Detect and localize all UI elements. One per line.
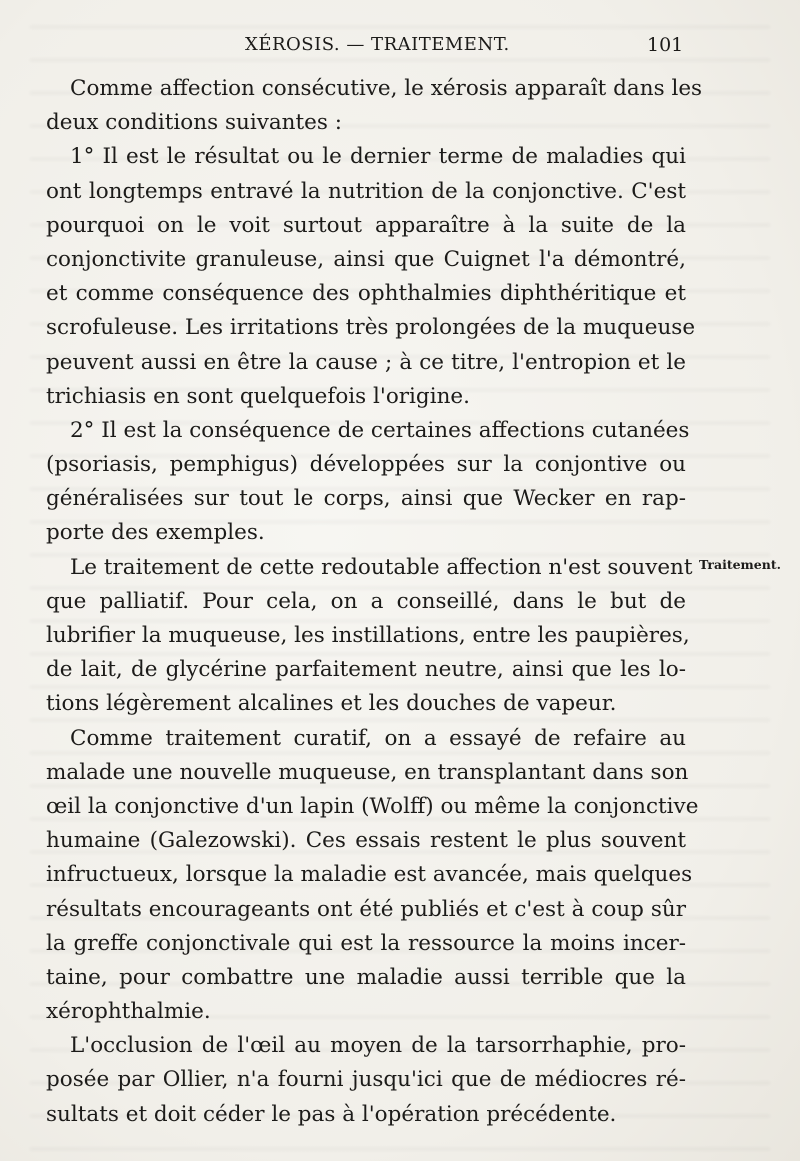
text-line: sultats et doit céder le pas à l'opération précédente.: [46, 1101, 617, 1127]
text-line: œil la conjonctive d'un lapin (Wolff) ou même la conjonctive: [46, 793, 699, 819]
text-line: deux conditions suivantes :: [46, 110, 342, 136]
text-line: conjonctivite granuleuse, ainsi que Cuignet l'a démontré,: [46, 246, 686, 272]
text-line: L'occlusion de l'œil au moyen de la tarsorrhaphie, pro-: [70, 1033, 686, 1059]
text-line: tions légèrement alcalines et les douches de vapeur.: [46, 691, 617, 717]
body-text: [46, 72, 703, 1132]
text-line: 1° Il est le résultat ou le dernier terme de maladies qui: [70, 144, 686, 170]
text-line: scrofuleuse. Les irritations très prolongées de la muqueuse: [46, 315, 696, 341]
text-line: (psoriasis, pemphigus) développées sur la conjontive ou: [46, 452, 686, 478]
text-line: porte des exemples.: [46, 520, 265, 546]
text-line: que palliatif. Pour cela, on a conseillé, dans le but de: [46, 588, 686, 614]
text-line: 2° Il est la conséquence de certaines affections cutanées: [70, 417, 690, 443]
text-line: peuvent aussi en être la cause ; à ce titre, l'entropion et le: [46, 349, 686, 375]
text-line: infructueux, lorsque la maladie est avancée, mais quelques: [46, 862, 693, 888]
page-number: 101: [647, 34, 684, 56]
text-line: Comme affection consécutive, le xérosis apparaît dans les: [70, 76, 703, 101]
text-line: résultats encourageants ont été publiés et c'est à coup sûr: [46, 896, 686, 922]
text-line: la greffe conjonctivale qui est la ressource la moins incer-: [46, 930, 686, 956]
text-line: et comme conséquence des ophthalmies diphthéritique et: [46, 281, 686, 307]
text-line: pourquoi on le voit surtout apparaître à la suite de la: [46, 212, 686, 238]
text-line: Comme traitement curatif, on a essayé de refaire au: [70, 725, 686, 751]
text-line: xérophthalmie.: [46, 999, 211, 1025]
text-line: de lait, de glycérine parfaitement neutre, ainsi que les lo-: [46, 657, 686, 683]
text-line: ont longtemps entravé la nutrition de la conjonctive. C'est: [46, 178, 686, 204]
text-line: taine, pour combattre une maladie aussi terrible que la: [46, 964, 686, 990]
text-line: humaine (Galezowski). Ces essais restent le plus souvent: [46, 828, 686, 854]
text-line: posée par Ollier, n'a fourni jusqu'ici que de médiocres ré-: [46, 1067, 686, 1093]
running-title: XÉROSIS. — TRAITEMENT.: [245, 34, 510, 55]
text-line: lubrifier la muqueuse, les instillations, entre les paupières,: [46, 623, 690, 648]
text-line: trichiasis en sont quelquefois l'origine.: [46, 383, 470, 409]
text-line: généralisées sur tout le corps, ainsi que Wecker en rap-: [46, 486, 686, 512]
text-line: malade une nouvelle muqueuse, en transplantant dans son: [46, 759, 689, 785]
margin-note-traitement: Traitement.: [699, 557, 781, 572]
text-line: Le traitement de cette redoutable affection n'est souvent: [70, 554, 693, 580]
